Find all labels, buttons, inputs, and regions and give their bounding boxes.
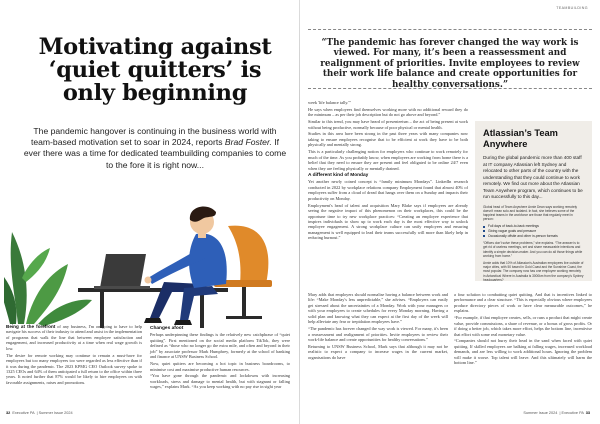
paragraph: week 'life balance tally.'” xyxy=(308,100,352,105)
magazine-name: Executive PA xyxy=(12,411,35,415)
right-page xyxy=(300,0,600,424)
paragraph: of any business, I'm on going to have to help navigate his success of their industry to attend and assist in the implementation of programs that walk the line that between employee satisfaction and engagement, and increased productivity at a time when real wage growth is low. xyxy=(6,324,142,351)
paragraph: He says when employees find themselves working more with no additional reward they do the minimum – as per their job description but do not go above and beyond.” xyxy=(308,106,468,118)
paragraph: The desire for remote working may continue to remain a must-have for employees but too many employees too were regarded as less effective than if it was during the pandemic. The 2023 KPMG CEO Outlook survey spoke to 1325 CEOs and 64% of them anticipated a full return to the office within three years. It noted further that 87% would be likely to hire employees on with favorable assignments, raises and promotions. xyxy=(6,352,142,385)
sidebar-quote: “Offices don't solve these problems,” she explains. “The answer is to get rid of useless meetings, set and share measurable intentions and identify a simple decision-maker. And you can do all those things while working from home.” xyxy=(483,241,583,258)
sidebar-bullet: Full days of back-to-back meetings xyxy=(483,224,584,229)
issue-label: Summer Issue 2024 xyxy=(523,411,558,415)
pullquote: “The pandemic has forever changed the way work is viewed. For many, it’s been a reassessment and realignment of priorities. Invite employees to review their work life balance and create opportunities for healthy conversations.” xyxy=(320,38,580,90)
standfirst-main: The pandemic hangover is continuing in the business world with team-based motivation set to soar in 2024, reports xyxy=(30,126,277,148)
sidebar-text: Global head of Team Anywhere Annie Dean says working remotely doesn't mean solo and isolated. In fact, she believes some of the happiest teams in the workforce are those that regularly meet in person: xyxy=(483,204,578,222)
right-column-2-bottom xyxy=(454,292,592,408)
issue-label: Summer Issue 2024 xyxy=(38,411,73,415)
right-footer: Summer Issue 2024 | Executive PA 33 xyxy=(523,411,590,415)
subheading-changes-afoot: Changes afoot xyxy=(150,326,184,331)
paragraph: “You have gone through the pandemic and lockdowns with increasing workloads, stress and damage to mental health, but with stagnant or falling wages,” explains Mark. “As you keep working with no pay rise in sight year xyxy=(150,373,290,390)
paragraph: Similar to this trend, you may have heard of presenteeism – the act of being present at work without being productive, normally because of poor physical or mental health. xyxy=(308,119,468,130)
left-footer: 32 Executive PA | Summer Issue 2024 xyxy=(6,411,73,415)
standfirst-rest: If ever there was a time for dedicated teambuilding companies to come to the fore it is right now... xyxy=(23,137,287,170)
section-tag: TEAMBUILDING xyxy=(556,6,588,10)
paragraph: “For example, if that employee creates, sells, or runs a product that might create value, provide commissions, a share of revenue, or a bonus of gross profits. Or if doing a better job, which takes more effort, helps the bottom line, incentivise that effort with some real monetary value. xyxy=(454,315,592,337)
laptop-illustration xyxy=(94,254,150,289)
magazine-name: Executive PA xyxy=(561,411,584,415)
paragraph: Mary adds that employers should normalise having a balance between work and life: “Make Monday's less unpredictable,” she advises. “Employers can easily get stressed about the uncertainties of a Monday. Work with your managers or with your employees to create schedules for every Monday morning. Having a solid plan and knowing what they can expect at the first day of the week will help alleviate any fear or trepidation employees have.” xyxy=(308,292,448,325)
paragraph: Now, quiet quitters are becoming a hot topic in business boardrooms, to minimise cost and maximise productive human resources. xyxy=(150,361,290,372)
paragraph: “Companies should not hurry their head in the sand when faced with quiet quitting. If skilled employees are balking at falling wages, increased workload demands, and are less willing to work additional hours. Ignoring the problem will make it worse. Top talent will leave. And this ultimately will harm the bottom line.” xyxy=(454,338,592,366)
left-column-2 xyxy=(150,324,290,408)
sidebar-closing: Annie adds that 10% of Atlassian's Australian employees live outside of major cities, with 50 based in Gold Coast and the Sunshine Coast, the most popular. The company now has one employee working remotely in Antarctica! Where in Australia is 3000km from the company's Sydney headquarters? xyxy=(483,260,584,281)
sidebar-bullet: Giving vague goals and pressure xyxy=(483,229,584,234)
plant-illustration xyxy=(4,232,92,326)
paragraph: Perhaps underpinning these findings is the relatively new catchphrase of “quiet quitting”. First mentioned on the social media platform TikTok, they were defined as “those who no longer go the extra mile, and often and beyond in their job” by associate professor Mark Humphrey, formerly at the school of banking and finance at UNSW Business School. xyxy=(150,332,290,360)
sidebar-bullet: Occasionally offsite and other in-person formats xyxy=(483,234,584,239)
paragraph: Yet another newly coined concept is “family minimum Mondays”. LinkedIn research conducted in 2022 by workplace relations company Employment found that almost 40% of employees suffer from a cloud of dread that hangs over them on a Sunday and impacts their productivity on Monday. xyxy=(308,179,468,201)
paragraph: a four solution to combatting quiet quitting. And that is incentives linked to performance and a clear structure. “This is especially obvious where employees produce directory pieces of work or have clear measurable outcomes,” he explains. xyxy=(454,292,592,314)
sidebar-title: Atlassian’s Team Anywhere xyxy=(483,128,558,149)
paragraph: Studies in this area have been strong in the past three years with many companies now taking to ensure employees recognise that to be efficient at work they have to be both physically and mentally strong. xyxy=(308,131,468,148)
lead-in: Being at the forefront xyxy=(6,324,56,329)
pullquote-rule-top xyxy=(308,29,592,30)
sidebar-intro: During the global pandemic more than 400 staff at IT company Atlassian left Sydney and relocated to other parts of the country with the understanding that they could continue to work remotely. We find out more about the Atlassian Team Anywhere program, which continues to be run successfully to this day... xyxy=(483,155,583,199)
paragraph: Employment's head of talent and acquisition Mary Blake says if employees are already seeing the negative impact of this phenomenon on their workplaces, this could be the opportune time to try new workplace practices: “Creating an employee experience that inspires individuals to show up to work each day is the most effective way to unlock employee engagement. A strong workplace culture can unify employees and ensuring management is well equipped to lead their teams successfully will more than likely help in reducing burnout.” xyxy=(308,202,468,241)
paragraph: “The pandemic has forever changed the way work is viewed. For many, it's been a reassessment and realignment of priorities. Invite employees to review their work-life balance and create opportunities for healthy conversations.” xyxy=(308,326,448,343)
sidebar-box-atlassian xyxy=(475,121,592,281)
subheading-different-monday: A different kind of Monday xyxy=(308,173,369,178)
left-column-1 xyxy=(6,324,142,408)
right-column-1-bottom xyxy=(308,292,448,408)
pullquote-rule-bottom xyxy=(308,88,592,89)
paragraph: Returning to UNSW Business School, Mark says that although it may not be realistic to expect a company to increase wages in the current market, organisations do have xyxy=(308,343,448,360)
right-column-1-top xyxy=(308,100,468,290)
page-number: 33 xyxy=(585,411,590,415)
page-number: 32 xyxy=(6,411,11,415)
sidebar-bullet-list xyxy=(483,224,584,238)
headline: Motivating against ‘quiet quitters’ is only beginning xyxy=(38,34,272,106)
remote-worker-illustration xyxy=(4,168,300,328)
person-illustration xyxy=(144,206,227,325)
standfirst-author: Brad Foster. xyxy=(224,137,272,148)
standfirst xyxy=(22,126,288,171)
paragraph: This is a particularly challenging notion for employers who continue to work remotely for much of the time. As you probably know, when employees are working from home there is a belief that they need to ensure they are present and feel obligated to be online 24/7 even when they are feeling physically or mentally drained. xyxy=(308,149,468,171)
